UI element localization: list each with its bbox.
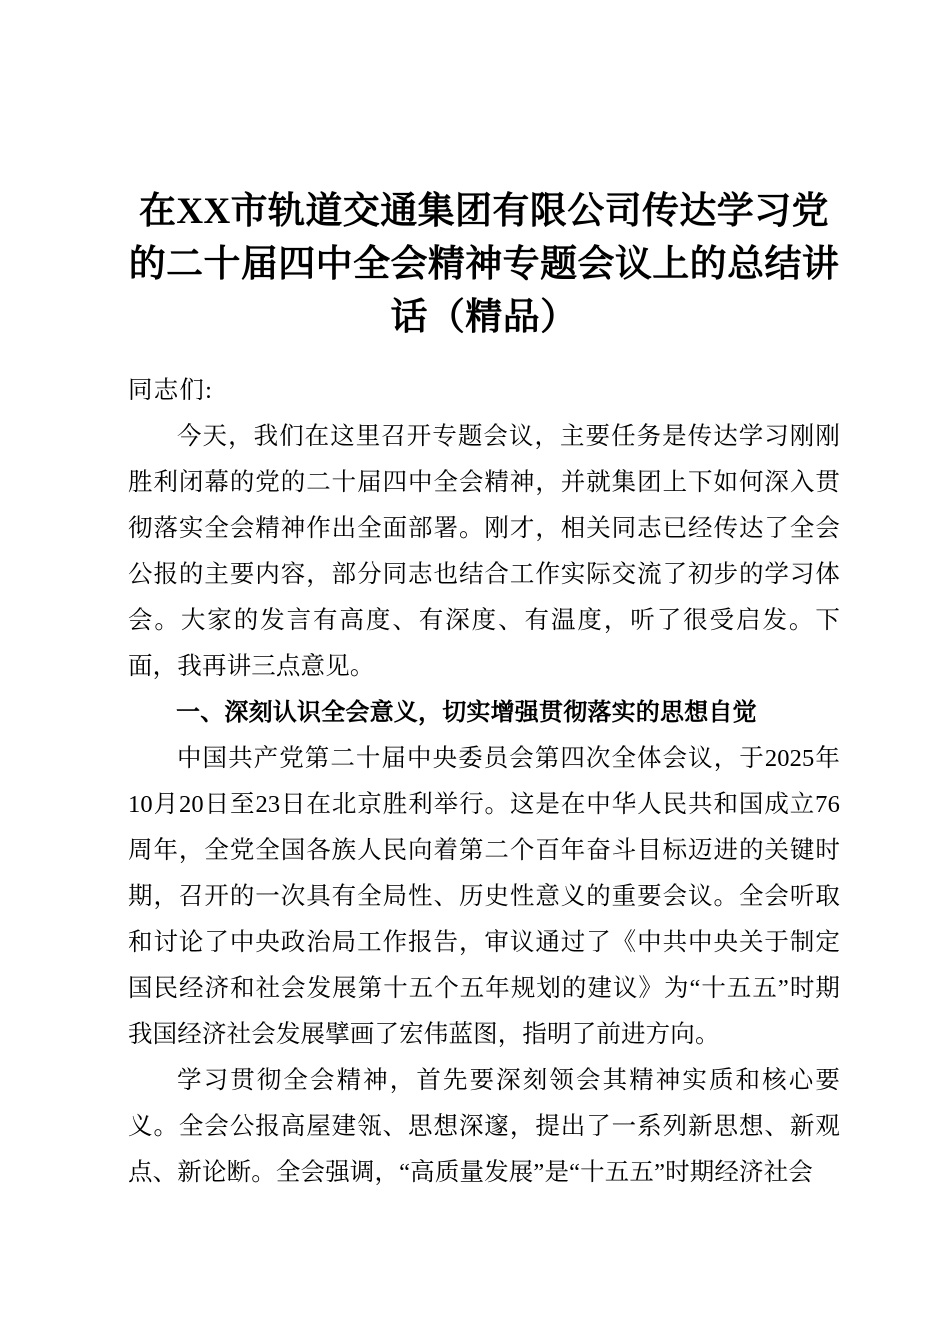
document-body [128, 368, 840, 1196]
salutation-line: 同志们: [128, 377, 214, 404]
paragraph-plenum-overview: 中国共产党第二十届中央委员会第四次全体会议，于2025年10月20日至23日在北京胜利举行。这是在中华人民共和国成立76周年，全党全国各族人民向着第二个百年奋斗目标迈进的关键时期，召开的一次具有全局性、历史性意义的重要会议。全会听取和讨论了中央政治局工作报告，审议通过了《中共中央关于制定国民经济和社会发展第十五个五年规划的建议》为“十五五”时期我国经济社会发展擘画了宏伟蓝图，指明了前进方向。 [128, 745, 840, 1048]
page-title: 在XX市轨道交通集团有限公司传达学习党的二十届四中全会精神专题会议上的总结讲话（精品） [128, 190, 840, 338]
paragraph-spirit-essence: 学习贯彻全会精神，首先要深刻领会其精神实质和核心要义。全会公报高屋建瓴、思想深邃，提出了一系列新思想、新观点、新论断。全会强调，“高质量发展”是“十五五”时期经济社会 [128, 1067, 840, 1186]
section-heading-one: 一、深刻认识全会意义，切实增强贯彻落实的思想自觉 [176, 699, 757, 726]
paragraph-opening: 今天，我们在这里召开专题会议，主要任务是传达学习刚刚胜利闭幕的党的二十届四中全会精神，并就集团上下如何深入贯彻落实全会精神作出全面部署。刚才，相关同志已经传达了全会公报的主要内容，部分同志也结合工作实际交流了初步的学习体会。大家的发言有高度、有深度、有温度，听了很受启发。下面，我再讲三点意见。 [128, 423, 840, 680]
